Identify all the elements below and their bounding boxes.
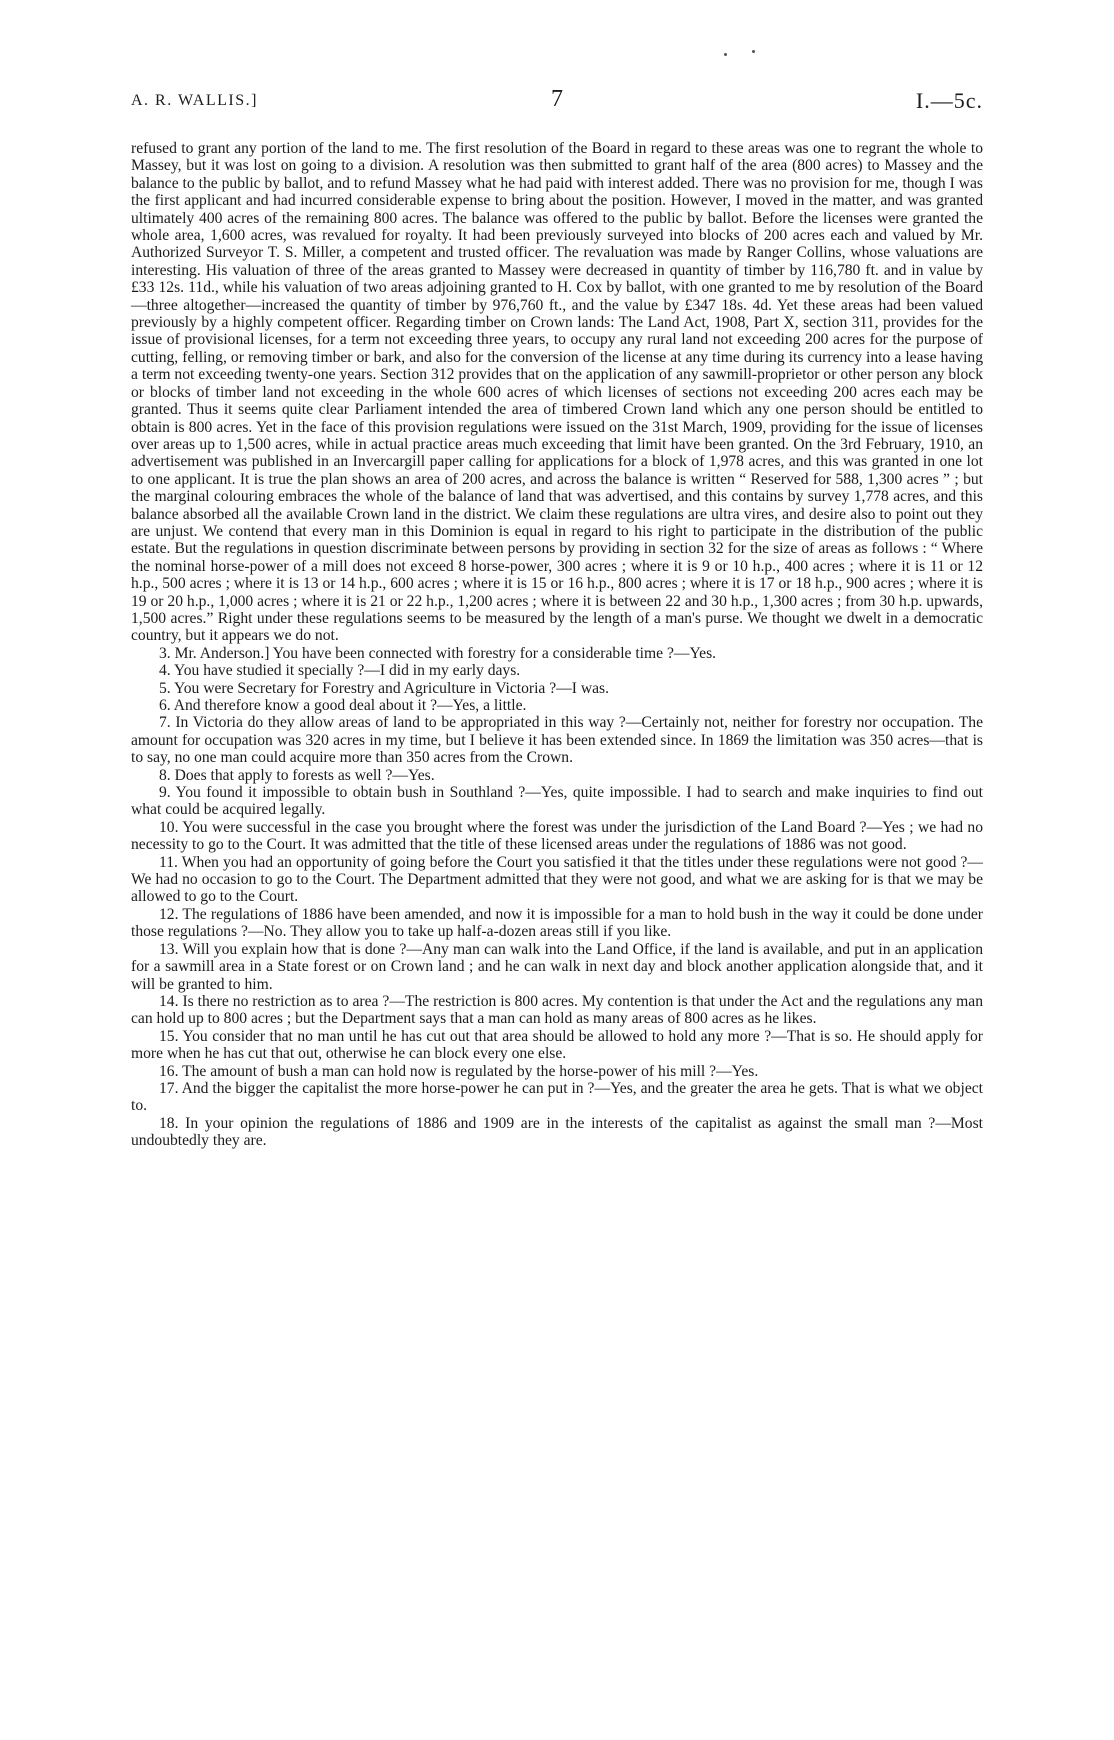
qa-paragraph: 4. You have studied it specially ?—I did in my early days. <box>159 662 521 680</box>
qa-paragraph: 6. And therefore know a good deal about it ?—Yes, a little. <box>159 697 527 714</box>
document-body <box>131 140 983 1150</box>
qa-paragraph: 5. You were Secretary for Forestry and Agriculture in Victoria ?—I was. <box>159 679 610 697</box>
qa-paragraph: 18. In your opinion the regulations of 1886 and 1909 are in the interests of the capitalist as against the small man ?—Most undoubtedly they are. <box>131 1114 983 1150</box>
qa-paragraph: 17. And the bigger the capitalist the more horse-power he can put in ?—Yes, and the greater the area he gets. That is what we object to. <box>131 1079 983 1115</box>
qa-paragraph: 16. The amount of bush a man can hold now is regulated by the horse-power of his mill ?—Yes. <box>159 1062 759 1080</box>
qa-paragraph: 10. You were successful in the case you brought where the forest was under the jurisdiction of the Land Board ?—Yes ; we had no necessity to go to the Court. It was admitted that the title of these licensed areas under the regulations of 1886 was not good. <box>131 818 983 854</box>
scan-speck <box>752 50 755 53</box>
qa-paragraph: 8. Does that apply to forests as well ?—Yes. <box>159 766 435 784</box>
qa-paragraph: 3. Mr. Anderson.] You have been connected with forestry for a considerable time ?—Yes. <box>159 644 717 662</box>
qa-paragraph: 15. You consider that no man until he has cut out that area should be allowed to hold any more ?—That is so. He should apply for more when he has cut that out, otherwise he can block every one else. <box>131 1027 983 1063</box>
qa-paragraph: 9. You found it impossible to obtain bush in Southland ?—Yes, quite impossible. I had to search and make inquiries to find out what could be acquired legally. <box>131 784 983 819</box>
page-header <box>131 86 983 122</box>
qa-paragraph: 13. Will you explain how that is done ?—Any man can walk into the Land Office, if the land is available, and put in an application for a sawmill area in a State forest or on Crown land ; and he can walk in next day and block another application alongside that, and it will be granted to him. <box>131 940 983 993</box>
statement-paragraph: refused to grant any portion of the land to me. The first resolution of the Board in regard to these areas was one to regrant the whole to Massey, but it was lost on going to a division. A resolution was then submitted to grant half of the area (800 acres) to Massey and the balance to the public by ballot, and to refund Massey what he had paid with interest added. There was no provision for me, though I was the first applicant and had incurred considerable expense to bring about the position. However, I moved in the matter, and was granted ultimately 400 acres of the remaining 800 acres. The balance was offered to the public by ballot. Before the licenses were granted the whole area, 1,600 acres, was revalued for royalty. It had been previously surveyed into blocks of 200 acres each and valued by Mr. Authorized Surveyor T. S. Miller, a competent and trusted officer. The revaluation was made by Ranger Collins, whose valuations are interesting. His valuation of three of the areas granted to Massey were decreased in quantity of timber by 116,780 ft. and in value by £33 12s. 11d., while his valuation of two areas adjoining granted to H. Cox by ballot, with one granted to me by resolution of the Board—three altogether—increased the quantity of timber by 976,760 ft., and the value by £347 18s. 4d. Yet these areas had been valued previously by a highly competent officer. Regarding timber on Crown lands: The Land Act, 1908, Part X, section 311, provides for the issue of provisional licenses, for a term not exceeding three years, to occupy any rural land not exceeding 200 acres for the purpose of cutting, felling, or removing timber or bark, and also for the conversion of the license at any time during its currency into a lease having a term not exceeding twenty-one years. Section 312 provides that on the application of any sawmill-proprietor or other person any block or blocks of timber land not exceeding in the whole 600 acres of which licenses of sections not exceeding 200 acres each may be granted. Thus it seems quite clear Parliament intended the area of timbered Crown land which any one person should be entitled to obtain is 800 acres. Yet in the face of this provision regulations were issued on the 31st March, 1909, providing for the issue of licenses over areas up to 1,500 acres, while in actual practice areas much exceeding that limit have been granted. On the 3rd February, 1910, an advertisement was published in an Invercargill paper calling for applications for a block of 1,978 acres, and this was granted in one lot to one applicant. It is true the plan shows an area of 200 acres, and across the balance is written “ Reserved for 588, 1,300 acres ” ; but the marginal colouring embraces the whole of the balance of land that was advertised, and this contains by survey 1,778 acres, and this balance absorbed all the available Crown land in the district. We claim these regulations are ultra vires, and desire also to point out they are unjust. We contend that every man in this Dominion is equal in regard to his right to participate in the distribution of the public estate. But the regulations in question discriminate between persons by providing in section 32 for the size of areas as follows : “ Where the nominal horse-power of a mill does not exceed 8 horse-power, 300 acres ; where it is 9 or 10 h.p., 400 acres ; where it is 11 or 12 h.p., 500 acres ; where it is 13 or 14 h.p., 600 acres ; where it is 15 or 16 h.p., 800 acres ; where it is 17 or 18 h.p., 900 acres ; where it is 19 or 20 h.p., 1,000 acres ; where it is 21 or 22 h.p., 1,200 acres ; where it is between 22 and 30 h.p., 1,300 acres ; from 30 h.p. upwards, 1,500 acres.” Right under these regulations seems to be measured by the length of a man's purse. We thought we dwelt in a democratic country, but it appears we do not. <box>131 140 983 645</box>
qa-paragraph: 12. The regulations of 1886 have been amended, and now it is impossible for a man to hold bush in the way it could be done under those regulations ?—No. They allow you to take up half-a-dozen areas still if you like. <box>131 905 983 941</box>
header-witness-name: A. R. WALLIS.] <box>131 92 258 109</box>
qa-paragraph: 11. When you had an opportunity of going before the Court you satisfied it that the titles under these regulations were not good ?—We had no occasion to go to the Court. The Department admitted that they were not good, and what we are asking for is that we may be allowed to go to the Court. <box>131 853 983 906</box>
document-reference: I.—5c. <box>915 88 983 113</box>
qa-paragraph: 14. Is there no restriction as to area ?—The restriction is 800 acres. My contention is that under the Act and the regulations any man can hold up to 800 acres ; but the Department says that a man can hold as many areas of 800 acres as he likes. <box>131 992 983 1028</box>
scan-speck <box>724 53 727 56</box>
page-number: 7 <box>551 86 563 112</box>
qa-paragraph: 7. In Victoria do they allow areas of land to be appropriated in this way ?—Certainly not, neither for forestry nor occupation. The amount for occupation was 320 acres in my time, but I believe it has been extended since. In 1869 the limitation was 350 acres—that is to say, no one man could acquire more than 350 acres from the Crown. <box>131 714 983 767</box>
